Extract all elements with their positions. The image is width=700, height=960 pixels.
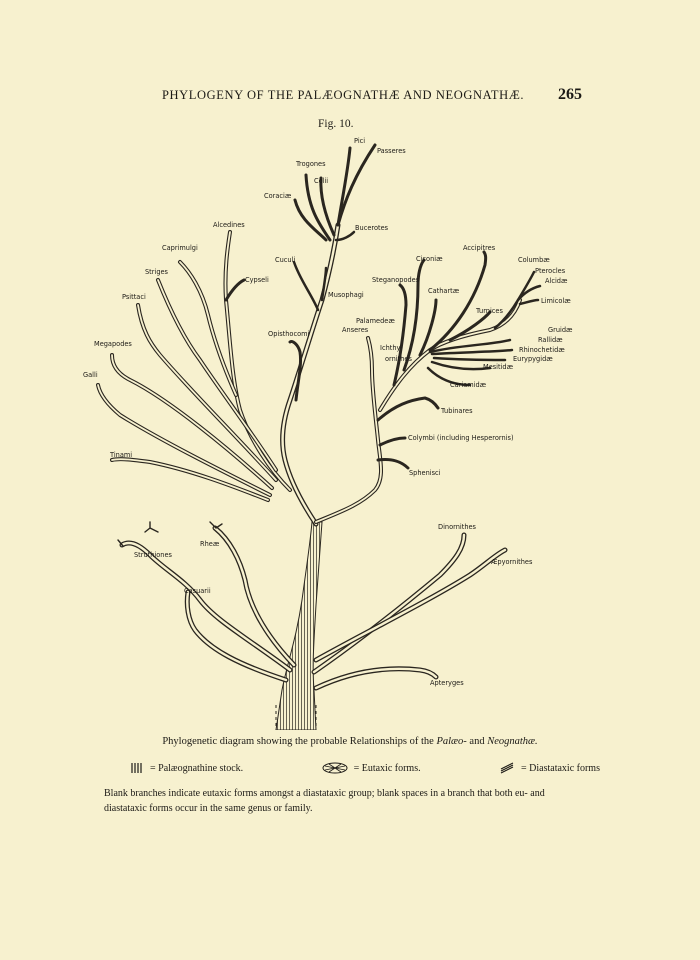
label-colymbi: Colymbi (including Hesperornis)	[408, 434, 514, 442]
running-head: PHYLOGENY OF THE PALÆOGNATHÆ AND NEOGNATHÆ.	[162, 88, 525, 102]
legend-palaeognathine-text: = Palæognathine stock.	[150, 762, 244, 774]
caption-prefix: Phylogenetic diagram showing the probable Relationships of the	[162, 736, 437, 747]
label-trogones: Trogones	[296, 160, 326, 168]
label-gruidae: Gruidæ	[548, 326, 573, 334]
label-rhinochetidae: Rhinochetidæ	[519, 346, 565, 354]
label-tubinares: Tubinares	[441, 407, 473, 415]
label-accipitres: Accipitres	[463, 244, 496, 252]
palaeognathine-stock-swatch-icon	[130, 762, 144, 774]
label-aepyornithes: Æpyornithes	[491, 558, 533, 566]
label-mesitidae: Mesitidæ	[483, 363, 514, 371]
legend-diastataxic	[499, 762, 600, 774]
label-pterocles: Pterocles	[535, 267, 566, 275]
label-dinornithes: Dinornithes	[438, 523, 476, 531]
label-palamedeae: Palamedeæ	[356, 317, 395, 325]
legend-eutaxic	[322, 762, 421, 774]
label-striges: Striges	[145, 268, 168, 276]
label-galli: Galli	[83, 371, 98, 379]
label-ciconiae: Ciconiæ	[416, 255, 443, 263]
legend	[130, 762, 600, 774]
label-tinami: Tinami	[110, 451, 133, 459]
caption-and: and	[466, 736, 488, 747]
label-coraciae: Coraciæ	[264, 192, 292, 200]
label-megapodes: Megapodes	[94, 340, 132, 348]
label-cypseli: Cypseli	[245, 276, 269, 284]
caption-palaeo: Palæo-	[436, 736, 467, 747]
tree-trunk	[276, 522, 322, 730]
label-sphenisci: Sphenisci	[409, 469, 441, 477]
label-cariamidae: Cariamidæ	[450, 381, 487, 389]
figure-label: Fig. 10.	[318, 118, 354, 130]
label-turnices: Turnices	[476, 307, 503, 315]
legend-palaeognathine	[130, 762, 243, 774]
label-psittaci: Psittaci	[122, 293, 146, 301]
label-limicolae: Limicolæ	[541, 297, 571, 305]
label-alcidae: Alcidæ	[545, 277, 568, 285]
label-apteryges: Apteryges	[430, 679, 464, 687]
label-pici: Pici	[354, 137, 366, 145]
label-cuculi: Cuculi	[275, 256, 296, 264]
label-opisthocomi: Opisthocomi	[268, 330, 310, 338]
label-columbae: Columbæ	[518, 256, 550, 264]
label-alcedines: Alcedines	[213, 221, 245, 229]
diastataxic-forms-swatch-icon	[499, 762, 515, 774]
legend-diastataxic-text: = Diastataxic forms	[521, 762, 600, 774]
label-rallidae: Rallidæ	[538, 336, 563, 344]
label-passeres: Passeres	[377, 147, 406, 155]
label-bucerotes: Bucerotes	[355, 224, 389, 232]
label-ichthyornithes-1: Ichthy-	[380, 344, 403, 352]
label-colii: Colii	[314, 177, 329, 185]
label-casuarii: Casuarii	[184, 587, 211, 595]
label-steganopodes: Steganopodes	[372, 276, 420, 284]
label-caprimulgi: Caprimulgi	[162, 244, 198, 252]
label-struthiones: Struthiones	[134, 551, 172, 559]
branches	[98, 145, 540, 688]
label-ichthyornithes-2: ornithes	[385, 355, 412, 363]
label-rheae: Rheæ	[200, 540, 220, 548]
label-eurypygidae: Eurypygidæ	[513, 355, 553, 363]
eutaxic-forms-swatch-icon	[322, 762, 348, 774]
explanatory-note: Blank branches indicate eutaxic forms amongst a diastataxic group; blank spaces in a branch that both eu- and diastataxic forms occur in the same genus or family.	[104, 788, 545, 814]
figure-caption	[0, 736, 700, 747]
legend-eutaxic-text: = Eutaxic forms.	[353, 762, 421, 774]
label-cathartae: Cathartæ	[428, 287, 460, 295]
caption-neognathae: Neognathæ.	[487, 736, 538, 747]
label-musophagi: Musophagi	[328, 291, 364, 299]
label-anseres: Anseres	[342, 326, 369, 334]
page-number: 265	[558, 86, 582, 103]
